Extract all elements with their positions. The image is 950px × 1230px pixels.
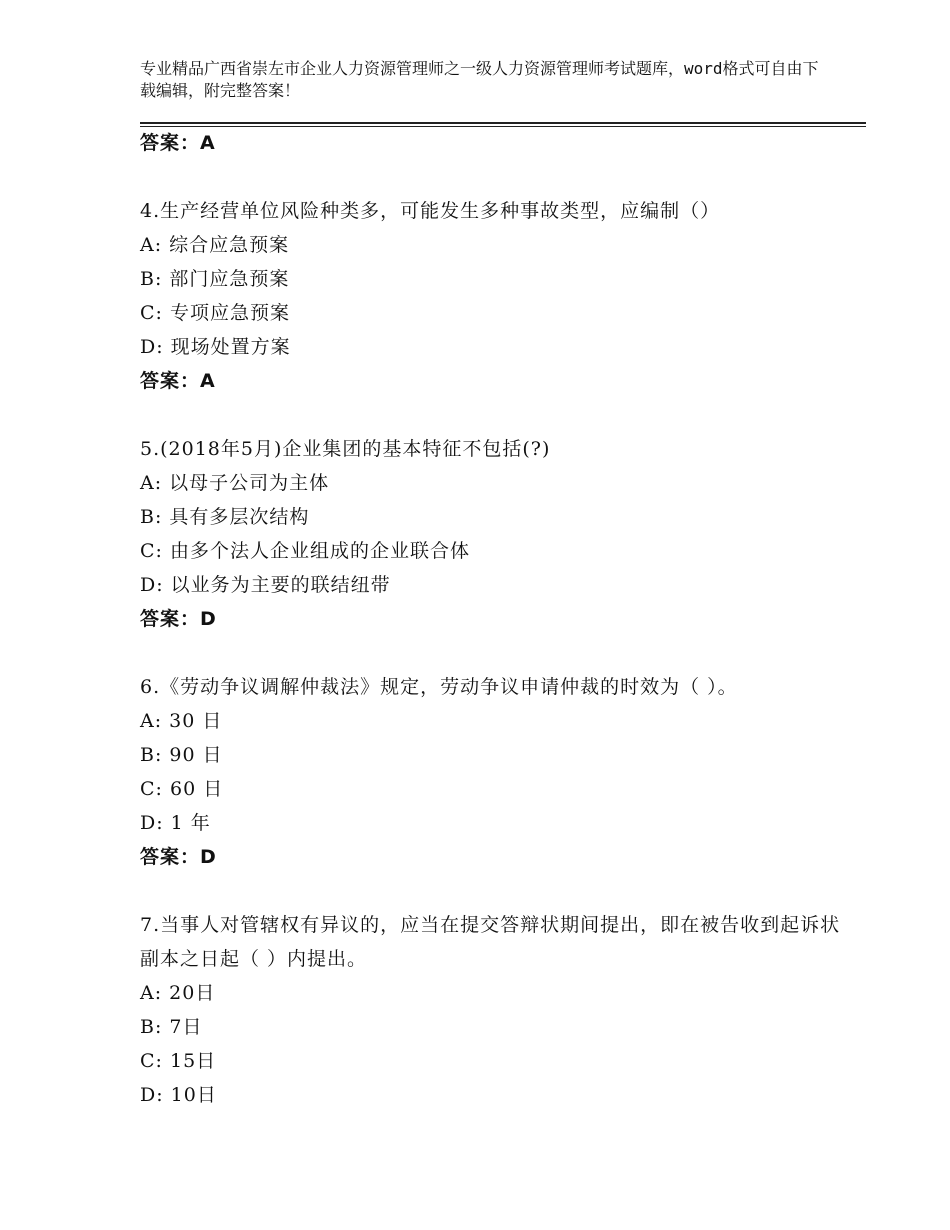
question-6 xyxy=(140,670,860,874)
option-a: A: 20日 xyxy=(140,982,216,1004)
document-header: 专业精品广西省崇左市企业人力资源管理师之一级人力资源管理师考试题库，word格式可自由下载编辑，附完整答案！ xyxy=(140,59,819,100)
option-c: C: 专项应急预案 xyxy=(140,302,290,324)
option-d: D: 现场处置方案 xyxy=(140,336,291,358)
answer-line: 答案：D xyxy=(140,608,217,630)
option-a: A: 综合应急预案 xyxy=(140,234,290,256)
question-5 xyxy=(140,432,860,636)
question-text: 5.(2018年5月)企业集团的基本特征不包括(?) xyxy=(140,438,551,460)
option-c: C: 15日 xyxy=(140,1050,217,1072)
answer-line: 答案：A xyxy=(140,370,216,392)
option-d: D: 1 年 xyxy=(140,812,211,834)
option-c: C: 60 日 xyxy=(140,778,224,800)
question-text: 4.生产经营单位风险种类多，可能发生多种事故类型，应编制（） xyxy=(140,200,721,222)
option-a: A: 30 日 xyxy=(140,710,223,732)
question-7 xyxy=(140,908,860,1112)
question-text: 6.《劳动争议调解仲裁法》规定，劳动争议申请仲裁的时效为（ ）。 xyxy=(140,676,738,698)
question-text: 7.当事人对管辖权有异议的，应当在提交答辩状期间提出，即在被告收到起诉状副本之日起（ ）内提出。 xyxy=(140,914,841,970)
option-b: B: 7日 xyxy=(140,1016,203,1038)
question-list xyxy=(140,126,860,1112)
question-4 xyxy=(140,194,860,398)
option-d: D: 10日 xyxy=(140,1084,217,1106)
option-d: D: 以业务为主要的联结纽带 xyxy=(140,574,391,596)
header-divider xyxy=(140,122,866,124)
option-b: B: 90 日 xyxy=(140,744,223,766)
option-b: B: 部门应急预案 xyxy=(140,268,290,290)
answer-line: 答案：D xyxy=(140,846,217,868)
option-b: B: 具有多层次结构 xyxy=(140,506,310,528)
option-c: C: 由多个法人企业组成的企业联合体 xyxy=(140,540,470,562)
option-a: A: 以母子公司为主体 xyxy=(140,472,330,494)
answer-line: 答案：A xyxy=(140,132,216,154)
